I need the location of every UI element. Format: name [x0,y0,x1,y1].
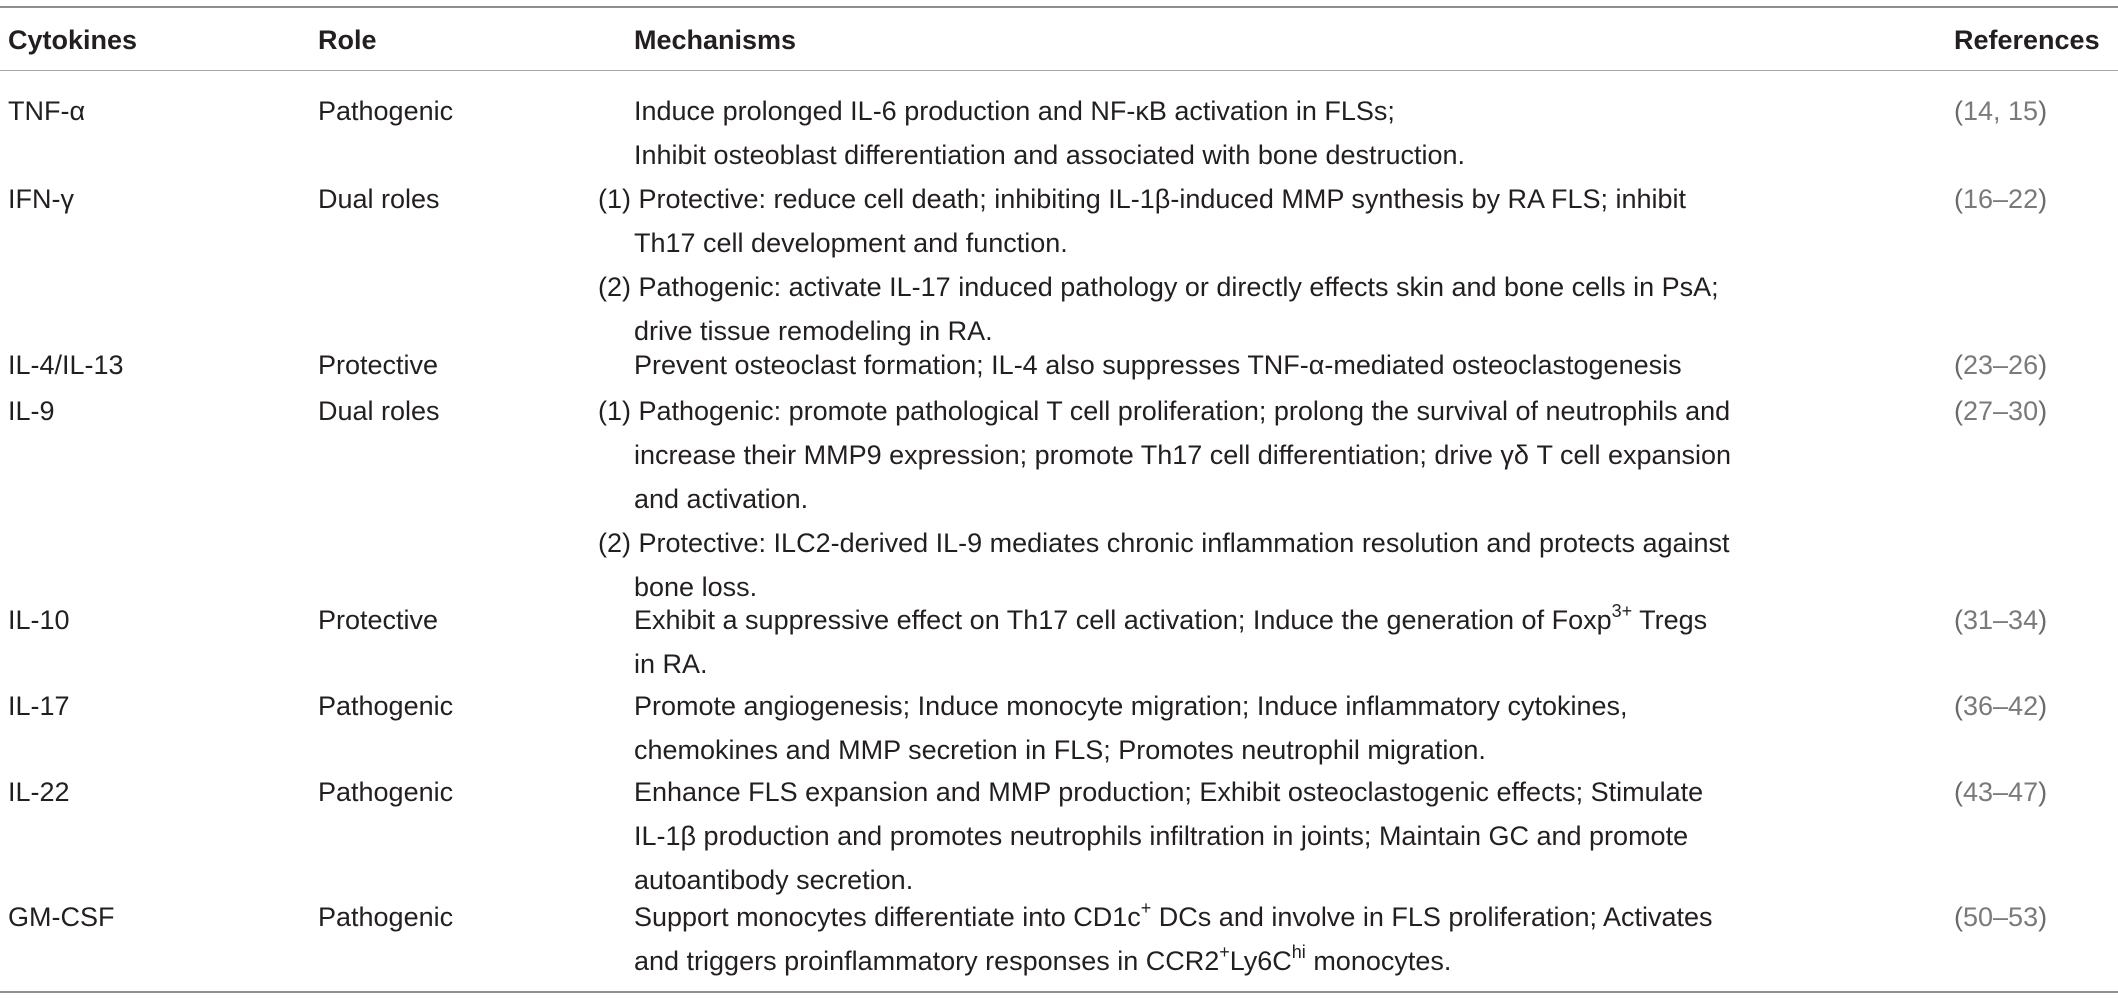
row-il22-mechanism [634,770,1703,902]
mechanism-line: (1) Pathogenic: promote pathological T cell proliferation; prolong the survival of neutrophils and [598,396,1731,426]
mechanism-line: (1) Protective: reduce cell death; inhibiting IL-1β-induced MMP synthesis by RA FLS; inhibit [598,184,1687,214]
row-il4-cytokine: IL-4/IL-13 [8,350,124,380]
header-role: Role [318,25,377,55]
row-il22-references[interactable]: (43–47) [1954,777,2048,807]
mechanism-line: Prevent osteoclast formation; IL-4 also suppresses TNF-α-mediated osteoclastogenesis [634,350,1682,380]
row-il22-cytokine: IL-22 [8,777,70,807]
row-il9-mechanism [598,389,1731,609]
superscript: + [1140,898,1152,918]
row-ifn-mechanism [598,177,1719,353]
table-top-rule [0,6,2118,8]
row-il10-cytokine: IL-10 [8,605,70,635]
mechanism-line: Enhance FLS expansion and MMP production; Exhibit osteoclastogenic effects; Stimulate [634,777,1704,807]
row-tnf-mechanism [634,89,1465,177]
header-cytokines: Cytokines [8,25,138,55]
row-il10-role: Protective [318,605,439,635]
row-il10-mechanism [634,598,1707,686]
mechanism-line: Inhibit osteoblast differentiation and associated with bone destruction. [634,140,1466,170]
header-mechanisms: Mechanisms [634,25,797,55]
mechanism-line: IL-1β production and promotes neutrophils infiltration in joints; Maintain GC and promote [634,821,1689,851]
row-il17-mechanism [634,684,1628,772]
mechanism-line: bone loss. [634,572,758,602]
row-ifn-references[interactable]: (16–22) [1954,184,2048,214]
mechanism-line: increase their MMP9 expression; promote Th17 cell differentiation; drive γδ T cell expansion [634,440,1732,470]
row-gmcsf-references[interactable]: (50–53) [1954,902,2048,932]
row-il17-role: Pathogenic [318,691,454,721]
mechanism-line: and activation. [634,484,809,514]
row-il4-references[interactable]: (23–26) [1954,350,2048,380]
header-references: References [1954,25,2100,55]
reference-link[interactable]: 16–22 [1963,184,2039,214]
row-tnf-references[interactable]: (14, 15) [1954,96,2048,126]
row-tnf-cytokine: TNF-α [8,96,86,126]
reference-link[interactable]: 23–26 [1963,350,2039,380]
row-ifn-cytokine: IFN-γ [8,184,74,214]
row-il22-role: Pathogenic [318,777,454,807]
row-gmcsf-cytokine: GM-CSF [8,902,115,932]
row-il17-cytokine: IL-17 [8,691,70,721]
superscript: + [1219,942,1230,962]
row-gmcsf-mechanism [634,895,1713,983]
mechanism-line: (2) Pathogenic: activate IL-17 induced pathology or directly effects skin and bone cells in PsA; [598,272,1719,302]
row-il17-references[interactable]: (36–42) [1954,691,2048,721]
row-il9-role: Dual roles [318,396,440,426]
reference-link[interactable]: 50–53 [1963,902,2039,932]
mechanism-line: autoantibody secretion. [634,865,914,895]
superscript: 3+ [1611,601,1633,621]
mechanism-line: and triggers proinflammatory responses in $CCR2^+Ly6C^{hi}$ monocytes. [634,942,1452,976]
mechanism-line: Induce prolonged IL-6 production and NF-κB activation in FLSs; [634,96,1395,126]
row-ifn-role: Dual roles [318,184,440,214]
row-il9-references[interactable]: (27–30) [1954,396,2048,426]
reference-link[interactable]: 14, 15 [1963,96,2039,126]
row-il4-mechanism [634,343,1682,387]
mechanism-line: (2) Protective: ILC2-derived IL-9 mediates chronic inflammation resolution and protects against [598,528,1730,558]
mechanism-line: in RA. [634,649,708,679]
table-bottom-rule [0,991,2118,993]
reference-link[interactable]: 31–34 [1963,605,2039,635]
row-il10-references[interactable]: (31–34) [1954,605,2048,635]
superscript: hi [1291,942,1306,962]
reference-link[interactable]: 43–47 [1963,777,2039,807]
mechanism-line: Th17 cell development and function. [634,228,1068,258]
reference-link[interactable]: 27–30 [1963,396,2039,426]
mechanism-line: Promote angiogenesis; Induce monocyte migration; Induce inflammatory cytokines, [634,691,1628,721]
row-il4-role: Protective [318,350,439,380]
mechanism-line: Exhibit a suppressive effect on Th17 cell activation; Induce the generation of Foxp$^{3+}$ Tregs [634,601,1708,635]
row-gmcsf-role: Pathogenic [318,902,454,932]
reference-link[interactable]: 36–42 [1963,691,2039,721]
mechanism-line: Support monocytes differentiate into CD1c+ DCs and involve in FLS proliferation; Activates [634,898,1713,932]
header-rule [0,70,2118,71]
row-tnf-role: Pathogenic [318,96,454,126]
mechanism-line: chemokines and MMP secretion in FLS; Promotes neutrophil migration. [634,735,1486,765]
mechanism-line: drive tissue remodeling in RA. [634,316,993,346]
row-il9-cytokine: IL-9 [8,396,55,426]
